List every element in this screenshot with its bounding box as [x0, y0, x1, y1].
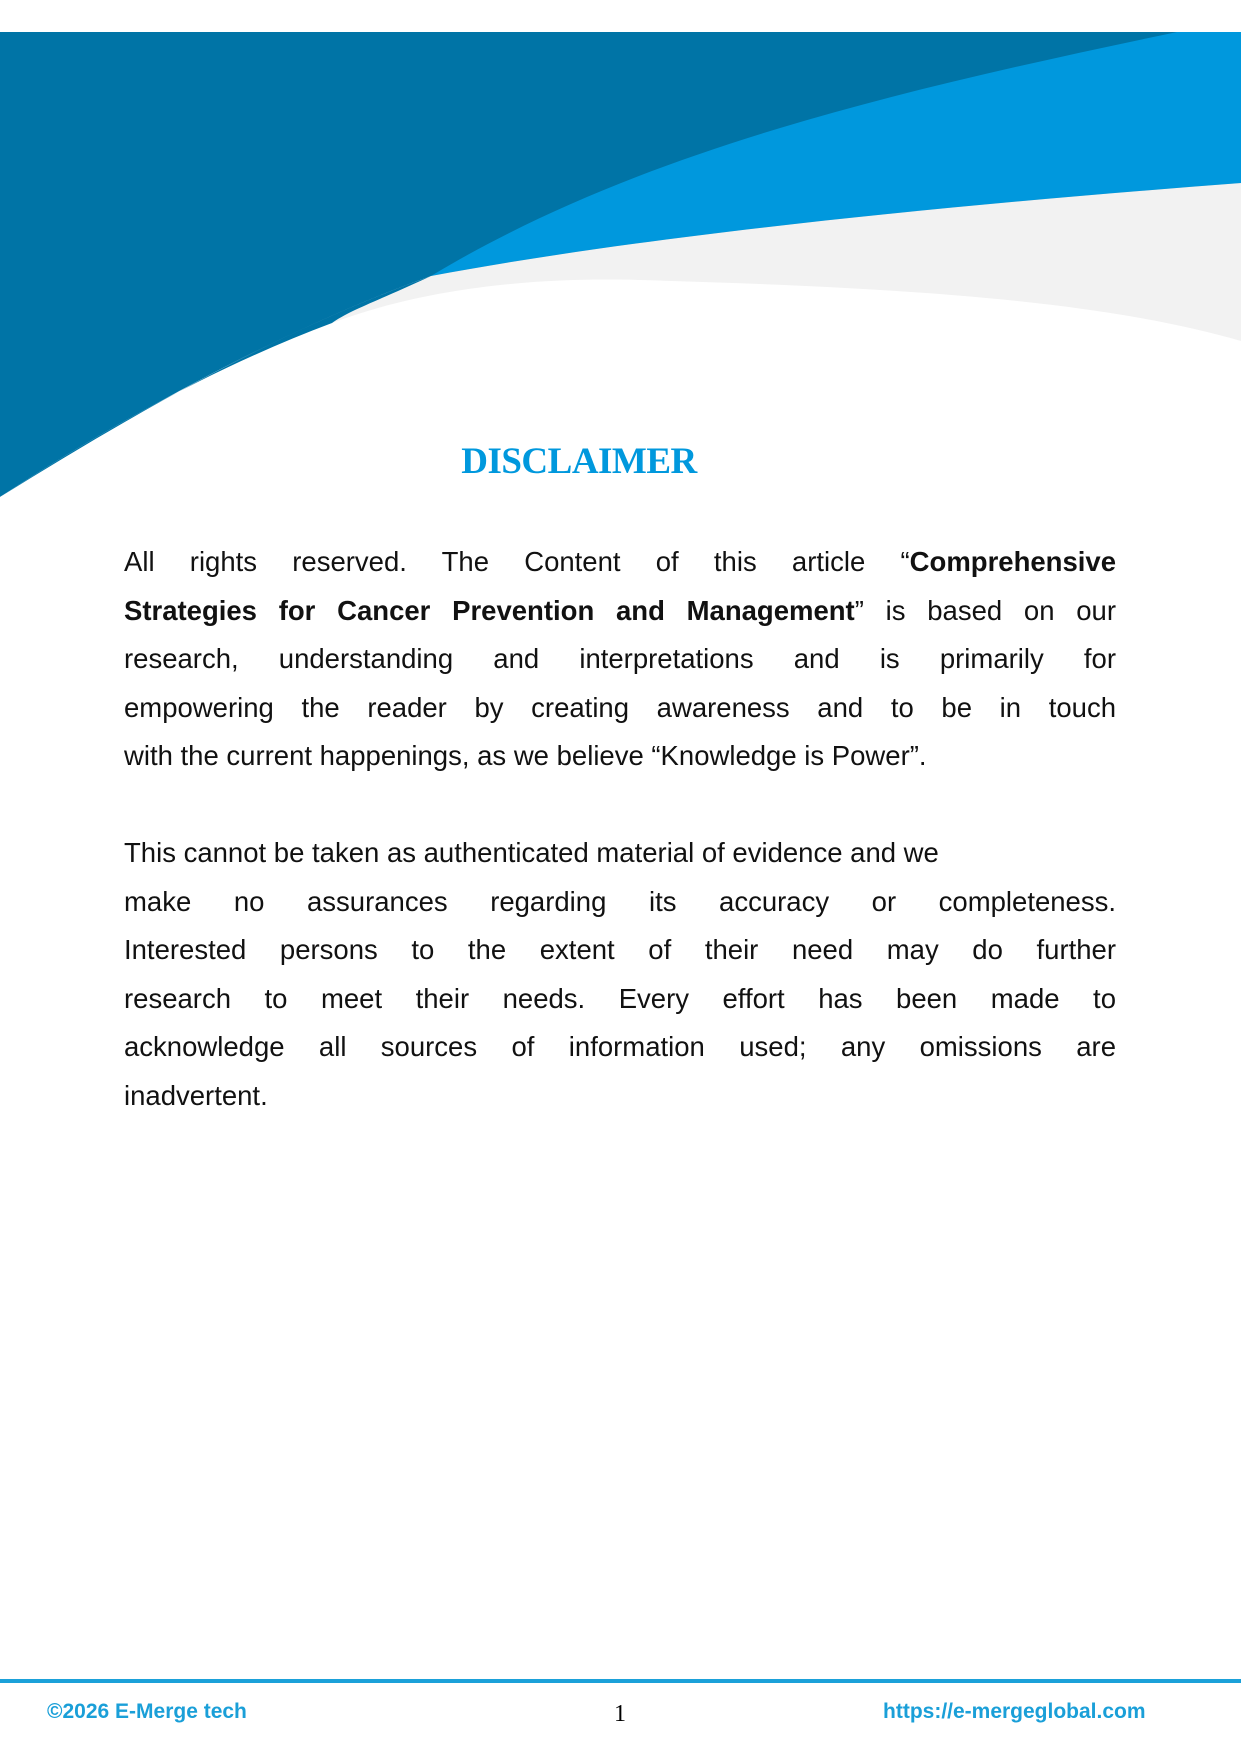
article-title: Strategies for Cancer Prevention and Management — [124, 594, 855, 626]
page-title: DISCLAIMER — [461, 441, 697, 482]
page-number: 1 — [614, 1701, 626, 1727]
article-title: Comprehensive — [909, 546, 1116, 577]
footer-website-link[interactable]: https://e-mergeglobal.com — [883, 1700, 1146, 1723]
disclaimer-body — [124, 538, 1116, 1169]
footer-divider — [0, 1679, 1241, 1683]
paragraph-rights: All rights reserved. The Content of this article “Comprehensive Strategies for Cancer Prevention and Management” is based on our research, understanding and interpretations and is primarily for empowering the reader by creating awareness and to be in touch with the current happenings, as we believe “Knowledge is Power”. — [124, 546, 1116, 772]
footer-copyright: ©2026 E-Merge tech — [47, 1700, 247, 1723]
paragraph-evidence: This cannot be taken as authenticated material of evidence and we make no assurances regarding its accuracy or completeness. Interested persons to the extent of their need may do further research to meet their needs. Every effort has been made to acknowledge all sources of information used; any omissions are inadvertent. — [124, 836, 1116, 1111]
